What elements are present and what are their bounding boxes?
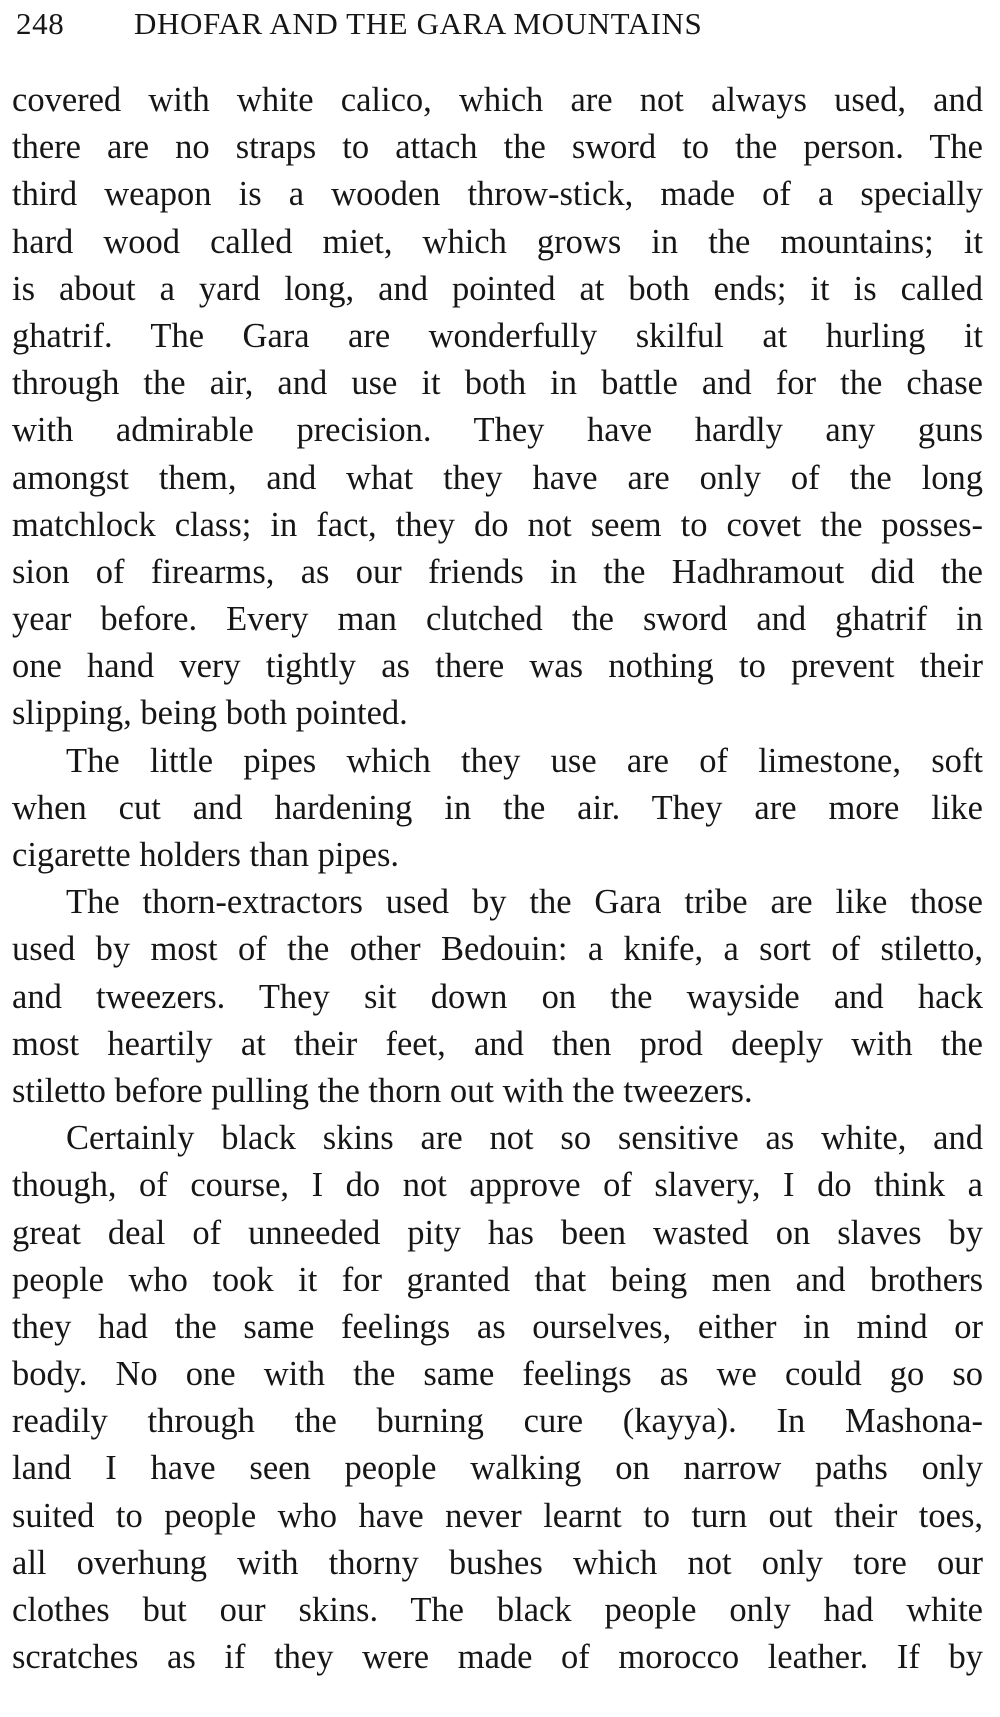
- text-line: all overhung with thorny bushes which not only tore our: [12, 1543, 983, 1582]
- page-body: [12, 77, 983, 1681]
- text-line: sion of firearms, as our friends in the Hadhramout did the: [12, 552, 983, 591]
- text-line: stiletto before pulling the thorn out with the tweezers.: [12, 1071, 753, 1110]
- text-line: covered with white calico, which are not always used, and: [12, 81, 983, 119]
- text-line: and tweezers. They sit down on the wayside and hack: [12, 977, 983, 1016]
- text-line: body. No one with the same feelings as we could go so: [12, 1355, 983, 1394]
- text-line: third weapon is a wooden throw-stick, made of a specially: [12, 175, 983, 214]
- running-head: [16, 2, 978, 46]
- text-line: one hand very tightly as there was nothing to prevent their: [12, 647, 983, 686]
- text-line: hard wood called miet, which grows in the mountains; it: [12, 222, 983, 261]
- text-line: scratches as if they were made of morocco leather. If by: [12, 1638, 983, 1677]
- page-number: 248: [16, 6, 65, 41]
- text-line: readily through the burning cure (kayya). In Mashona-: [12, 1402, 983, 1441]
- running-title: DHOFAR AND THE GARA MOUNTAINS: [134, 6, 703, 41]
- text-line: there are no straps to attach the sword to the person. The: [12, 128, 983, 167]
- text-line: amongst them, and what they have are only of the long: [12, 458, 983, 497]
- text-line: slipping, being both pointed.: [12, 694, 408, 733]
- text-line: though, of course, I do not approve of slavery, I do think a: [12, 1166, 983, 1205]
- text-line: is about a yard long, and pointed at both ends; it is called: [12, 269, 983, 308]
- text-line: suited to people who have never learnt to turn out their toes,: [12, 1496, 983, 1535]
- text-line: great deal of unneeded pity has been wasted on slaves by: [12, 1213, 983, 1252]
- text-line: when cut and hardening in the air. They are more like: [12, 788, 983, 827]
- text-line: ghatrif. The Gara are wonderfully skilful at hurling it: [12, 316, 983, 355]
- text-line: clothes but our skins. The black people only had white: [12, 1591, 983, 1629]
- text-line: they had the same feelings as ourselves, either in mind or: [12, 1307, 983, 1346]
- text-line: land I have seen people walking on narrow paths only: [12, 1449, 983, 1488]
- text-line: The little pipes which they use are of limestone, soft: [66, 741, 983, 780]
- text-line: people who took it for granted that being men and brothers: [12, 1260, 983, 1299]
- text-line: The thorn-extractors used by the Gara tribe are like those: [66, 883, 983, 922]
- text-line: most heartily at their feet, and then prod deeply with the: [12, 1024, 983, 1063]
- text-line: through the air, and use it both in battle and for the chase: [12, 364, 983, 403]
- text-line: matchlock class; in fact, they do not seem to covet the posses-: [12, 505, 983, 544]
- text-line: cigarette holders than pipes.: [12, 836, 400, 874]
- text-line: with admirable precision. They have hardly any guns: [12, 411, 983, 450]
- text-line: Certainly black skins are not so sensitive as white, and: [66, 1119, 983, 1158]
- text-line: used by most of the other Bedouin: a knife, a sort of stiletto,: [12, 930, 983, 969]
- text-line: year before. Every man clutched the sword and ghatrif in: [12, 600, 983, 639]
